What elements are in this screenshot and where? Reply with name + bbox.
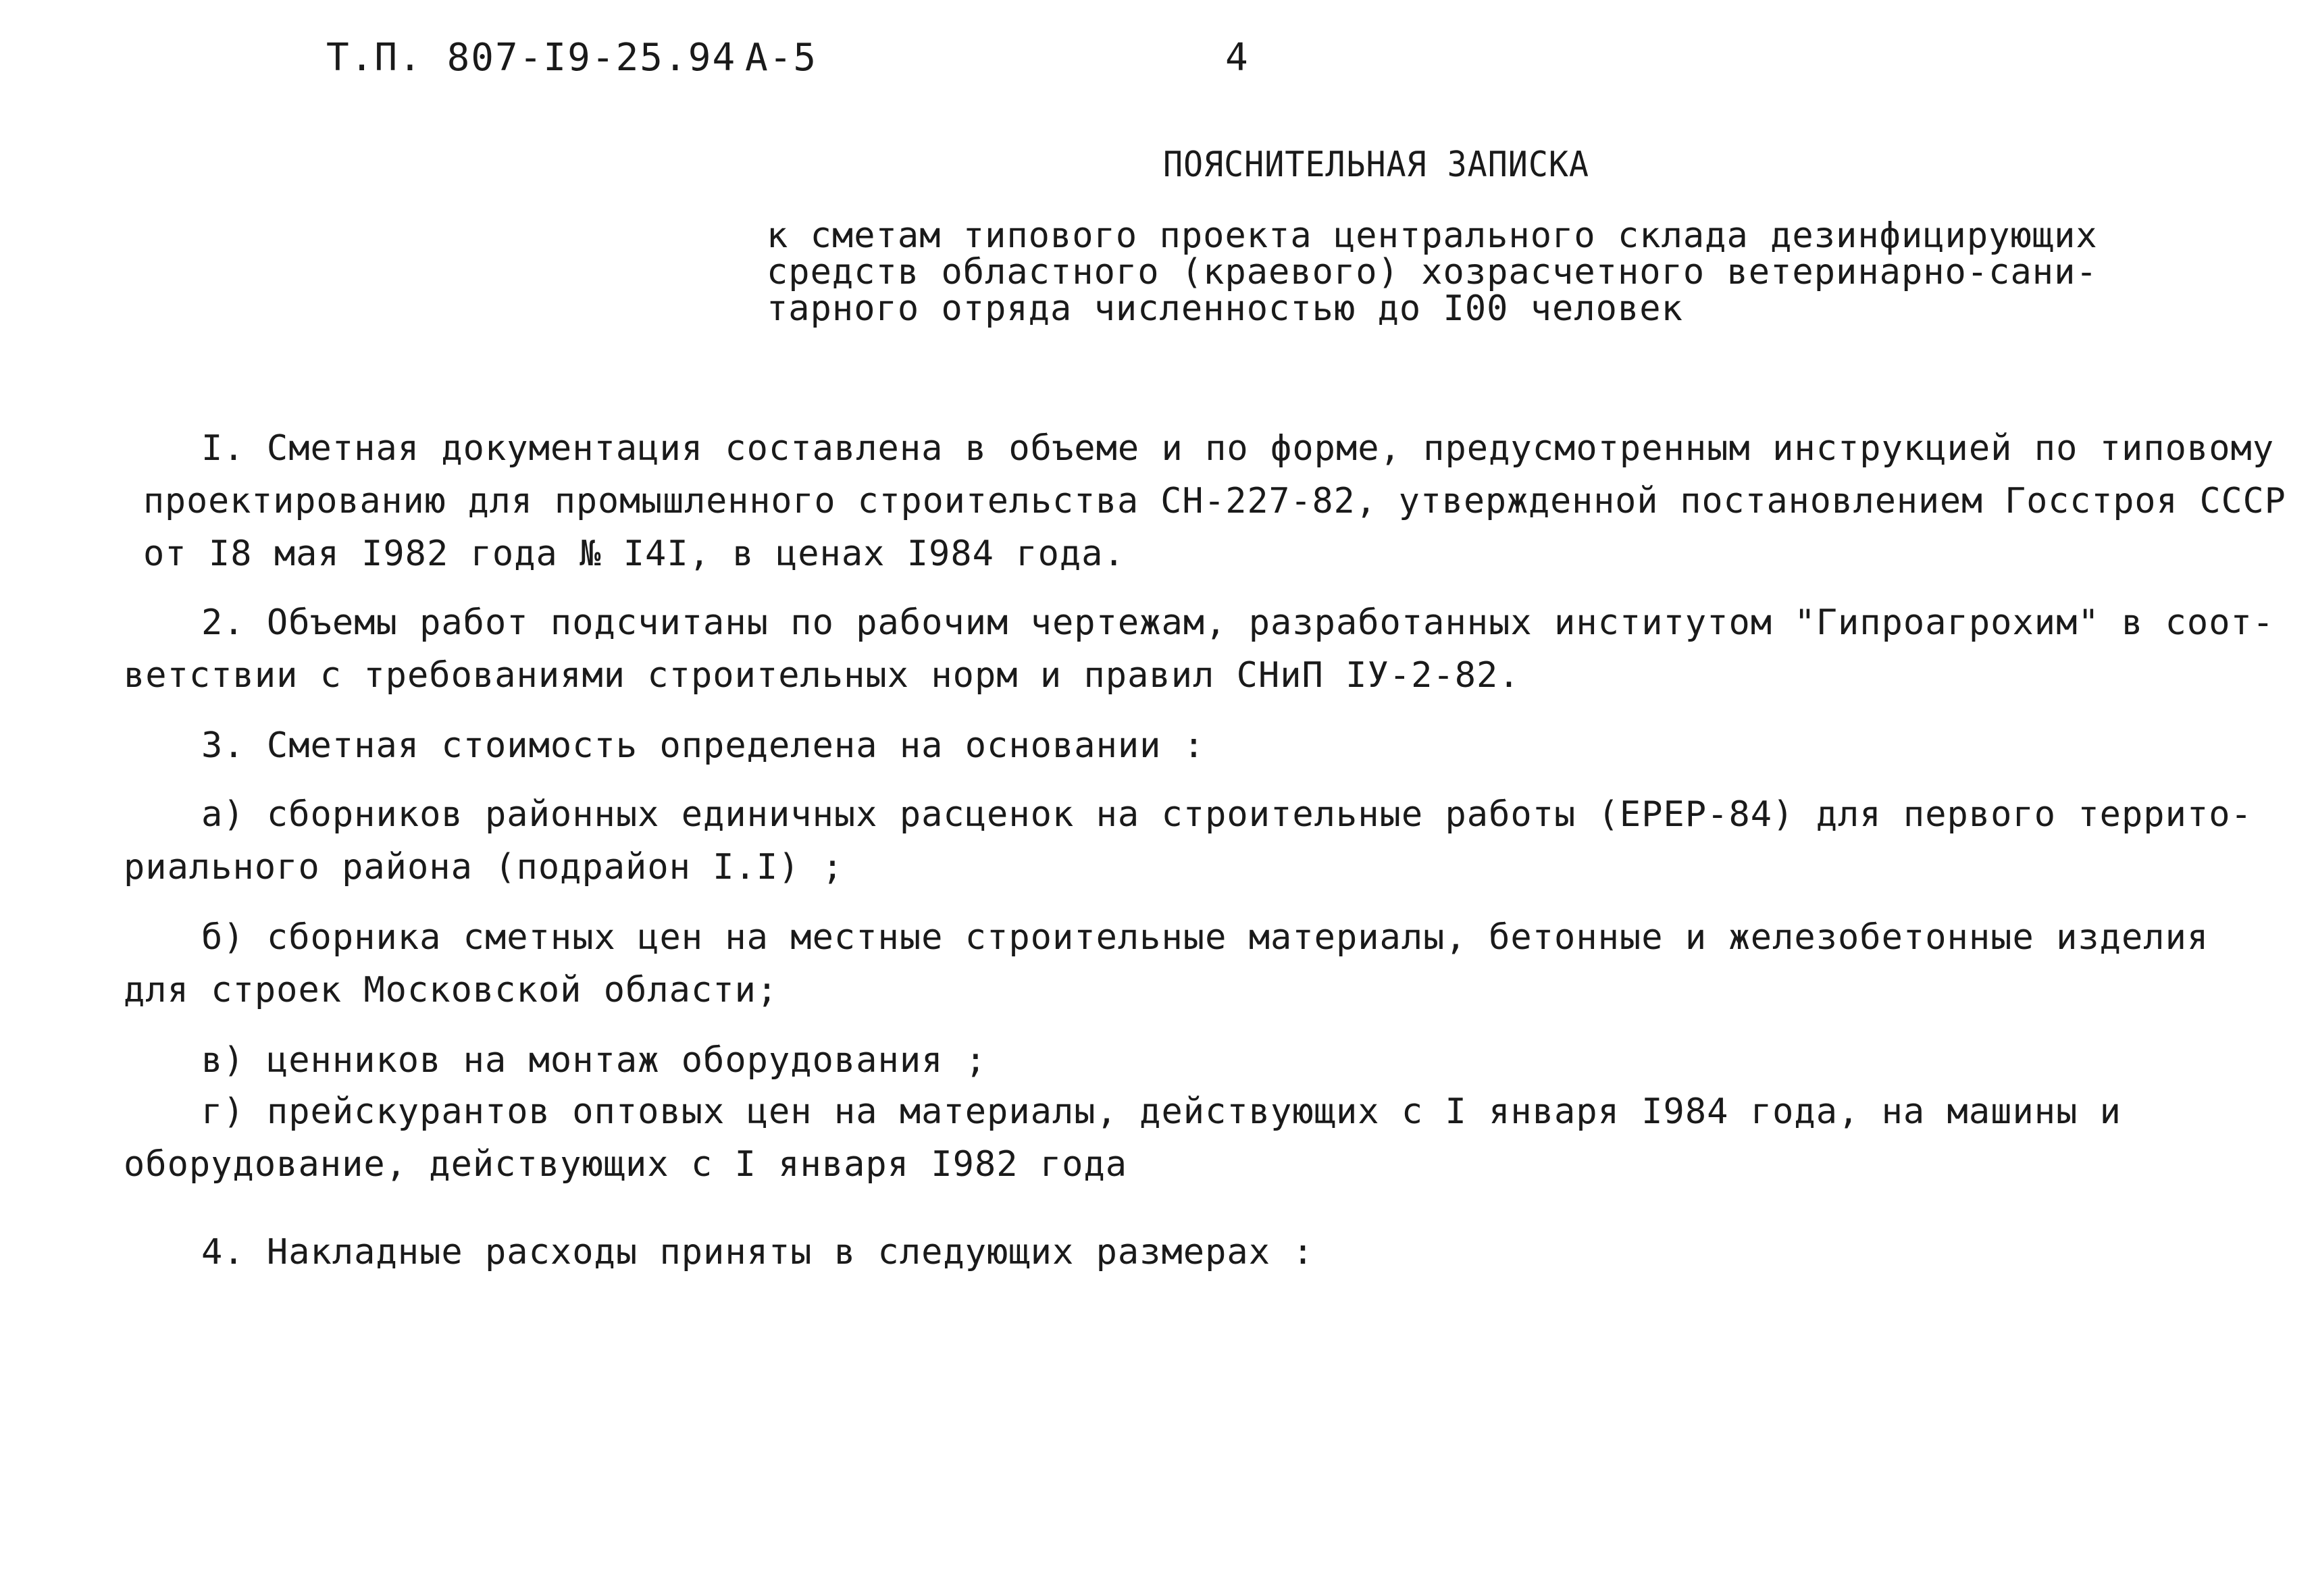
paragraph-1-line-1: I. Сметная документация составлена в объеме и по форме, предусмотренным инструкцией по типовому	[201, 428, 2275, 469]
item-v-line-1: в) ценников на монтаж оборудования ;	[201, 1040, 987, 1081]
paragraph-1-line-3: от I8 мая I982 года № I4I, в ценах I984 года.	[143, 534, 1125, 574]
page-title: ПОЯСНИТЕЛЬНАЯ ЗАПИСКА	[1163, 145, 1589, 185]
item-b-line-1: б) сборника сметных цен на местные строительные материалы, бетонные и железобетонные изделия	[201, 917, 2209, 958]
item-a-line-1: а) сборников районных единичных расценок на строительные работы (ЕРЕР-84) для первого террито-	[201, 794, 2253, 835]
album-number: А-5	[745, 36, 818, 80]
paragraph-2-line-1: 2. Объемы работ подсчитаны по рабочим чертежам, разработанных институтом "Гипроагрохим" в соот-	[201, 602, 2275, 643]
subtitle-line-3: тарного отряда численностью до I00 человек	[767, 288, 1683, 329]
subtitle-line-1: к сметам типового проекта центрального склада дезинфицирующих	[767, 215, 2098, 256]
item-g-line-1: г) прейскурантов оптовых цен на материалы, действующих с I января I984 года, на машины и	[201, 1091, 2122, 1132]
paragraph-2-line-2: ветствии с требованиями строительных норм и правил СНиП IУ-2-82.	[124, 655, 1520, 696]
page-number: 4	[1225, 36, 1250, 80]
item-b-line-2: для строек Московской области;	[124, 970, 779, 1010]
paragraph-4-line-1: 4. Накладные расходы приняты в следующих размерах :	[201, 1232, 1314, 1272]
item-g-line-2: оборудование, действующих с I января I982 года	[124, 1144, 1128, 1185]
paragraph-1-line-2: проектированию для промышленного строительства СН-227-82, утвержденной постановлением Госстроя СССР	[143, 481, 2286, 521]
subtitle-line-2: средств областного (краевого) хозрасчетного ветеринарно-сани-	[767, 252, 2098, 292]
paragraph-3-line-1: 3. Сметная стоимость определена на основании :	[201, 725, 1206, 766]
document-code: Т.П. 807-I9-25.94	[326, 36, 737, 80]
item-a-line-2: риального района (подрайон I.I) ;	[124, 847, 844, 887]
